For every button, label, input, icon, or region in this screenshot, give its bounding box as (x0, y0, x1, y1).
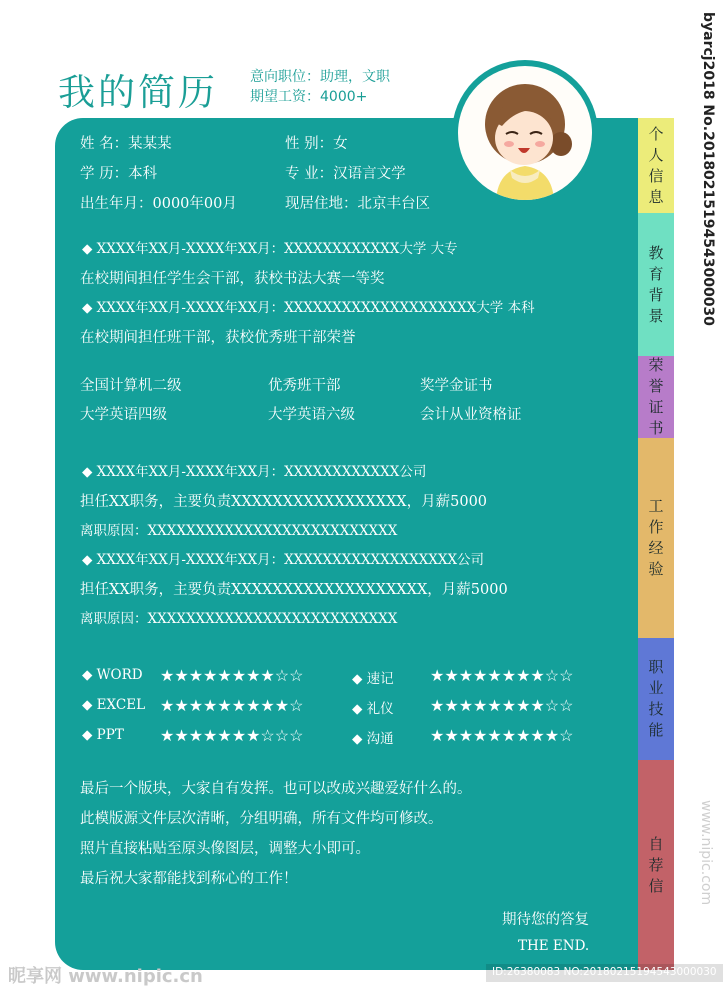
expected-salary: 期望工资：4000+ (250, 89, 368, 105)
page-title: 我的简历 (58, 71, 218, 114)
skill-rating: ★★★★★★★★☆☆ (430, 666, 574, 685)
skill-name: ◆ 沟通 (352, 731, 394, 747)
honor-item: 大学英语六级 (268, 407, 355, 423)
intent-position: 意向职位：助理，文职 (250, 69, 390, 85)
name-field: 姓 名：某某某 (80, 136, 172, 152)
tab-education[interactable]: 教 育 背 景 (638, 213, 674, 356)
skill-rating: ★★★★★★★★☆☆ (430, 696, 574, 715)
skill-name: ◆ 礼仪 (352, 701, 394, 717)
watermark-logo: 昵享网 www.nipic.cn (8, 966, 203, 987)
work-duty-1: 担任XX职务，主要负责XXXXXXXXXXXXXXXXX，月薪5000 (80, 494, 488, 510)
tab-personal-info[interactable]: 个 人 信 息 (638, 118, 674, 213)
major-field: 专 业：汉语言文学 (285, 166, 406, 182)
honor-item: 会计从业资格证 (420, 407, 522, 423)
birth-field: 出生年月：0000年00月 (80, 196, 237, 212)
tab-skills[interactable]: 职 业 技 能 (638, 638, 674, 760)
avatar (458, 66, 592, 200)
closing-end: THE END. (518, 938, 590, 954)
education-note-1: 在校期间担任学生会干部，获校书法大赛一等奖 (80, 271, 385, 287)
honor-item: 奖学金证书 (420, 378, 493, 394)
education-level-field: 学 历：本科 (80, 166, 158, 182)
work-entry-2: ◆ XXXX年XX月-XXXX年XX月：XXXXXXXXXXXXXXXXXX公司 (82, 552, 485, 568)
letter-line: 最后祝大家都能找到称心的工作！ (80, 871, 298, 887)
work-reason-1: 离职原因：XXXXXXXXXXXXXXXXXXXXXXXXXX (80, 523, 398, 539)
skill-name: ◆ 速记 (352, 671, 394, 687)
honor-item: 全国计算机二级 (80, 378, 182, 394)
honor-item: 大学英语四级 (80, 407, 167, 423)
skill-rating: ★★★★★★★★★☆ (160, 696, 304, 715)
residence-field: 现居住地：北京丰台区 (285, 196, 430, 212)
education-entry-1: ◆ XXXX年XX月-XXXX年XX月：XXXXXXXXXXXX大学 大专 (82, 241, 458, 257)
watermark-id: byarcj2018 No.20180215194543000030 (700, 12, 716, 326)
watermark-bottom-id: ID:26380083 NO:20180215194543000030 (492, 966, 717, 978)
tab-honors[interactable]: 荣 誉 证 书 (638, 356, 674, 438)
skill-rating: ★★★★★★★★★☆ (430, 726, 574, 745)
skill-name: ◆ WORD (82, 667, 143, 683)
gender-field: 性 别：女 (285, 136, 348, 152)
letter-line: 此模版源文件层次清晰，分组明确，所有文件均可修改。 (80, 811, 443, 827)
work-reason-2: 离职原因：XXXXXXXXXXXXXXXXXXXXXXXXXX (80, 611, 398, 627)
skill-name: ◆ PPT (82, 727, 124, 743)
closing-reply: 期待您的答复 (502, 912, 589, 928)
education-note-2: 在校期间担任班干部，获校优秀班干部荣誉 (80, 330, 356, 346)
education-entry-2: ◆ XXXX年XX月-XXXX年XX月：XXXXXXXXXXXXXXXXXXXX大学 本科 (82, 300, 535, 316)
skill-name: ◆ EXCEL (82, 697, 146, 713)
honor-item: 优秀班干部 (268, 378, 341, 394)
tab-self-recommendation[interactable]: 自 荐 信 (638, 760, 674, 970)
watermark-site: www.nipic.com (698, 800, 714, 906)
tab-work-experience[interactable]: 工 作 经 验 (638, 438, 674, 638)
letter-line: 照片直接粘贴至原头像图层，调整大小即可。 (80, 841, 370, 857)
skill-rating: ★★★★★★★☆☆☆ (160, 726, 304, 745)
letter-line: 最后一个版块，大家自有发挥。也可以改成兴趣爱好什么的。 (80, 781, 472, 797)
work-entry-1: ◆ XXXX年XX月-XXXX年XX月：XXXXXXXXXXXX公司 (82, 464, 427, 480)
skill-rating: ★★★★★★★★☆☆ (160, 666, 304, 685)
work-duty-2: 担任XX职务，主要负责XXXXXXXXXXXXXXXXXXX，月薪5000 (80, 582, 508, 598)
